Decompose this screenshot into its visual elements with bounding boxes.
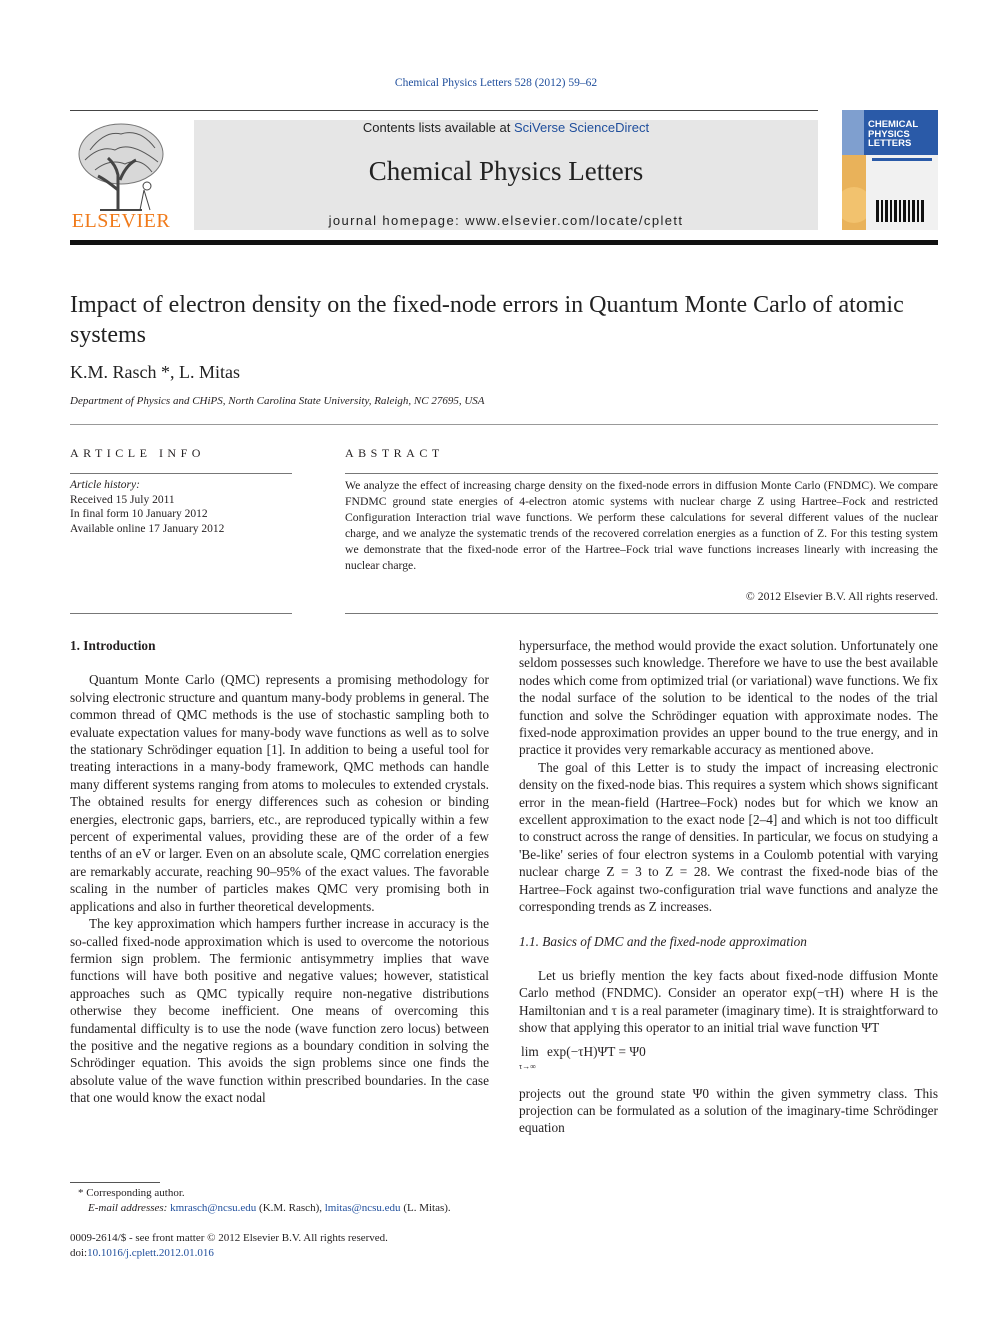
journal-masthead [194,120,818,230]
abstract-copyright: © 2012 Elsevier B.V. All rights reserved. [745,590,938,603]
body-column-left [70,637,489,1107]
journal-citation[interactable]: Chemical Physics Letters 528 (2012) 59–62 [394,77,598,89]
subsection-heading: 1.1. Basics of DMC and the fixed-node approximation [519,933,807,949]
paragraph: The goal of this Letter is to study the impact of increasing electronic density on the fixed-node bias. This requires a system which shows significant error in the mean-field (Hartree–Fock) nodes but for which we know an excellent approximation to the exact node [2–4] and which is not too difficult to construct across the range of densities. In particular, we focus on studying a 'Be-like' series of four electron systems in a Coulomb potential with varying nuclear charge Z = 3 to Z = 28. We contrast the fixed-node bias of the Hartree–Fock against two-configuration trial wave functions and analyze the corresponding trends as Z increases. [519,759,938,915]
doi-link[interactable]: 10.1016/j.cplett.2012.01.016 [87,1246,214,1259]
journal-cover-thumbnail[interactable] [842,110,938,230]
abstract-bottom-rule [345,613,938,614]
email-name-rasch: (K.M. Rasch), [256,1202,325,1214]
article-title: Impact of electron density on the fixed-node errors in Quantum Monte Carlo of atomic systems [70,292,904,348]
info-top-rule [70,424,938,425]
history-received: Received 15 July 2011 [70,493,175,506]
cover-title-line-3: LETTERS [868,138,912,149]
equation-lim: lim [521,1043,539,1059]
article-info-heading: ARTICLE INFO [70,446,205,460]
cover-title [868,120,918,149]
body-column-right [519,637,938,1137]
journal-name: Chemical Physics Letters [368,156,644,186]
contents-line [194,120,818,135]
cover-title-line-1: CHEMICAL [868,119,919,130]
article-info-bottom-rule [70,613,292,614]
footnote [70,1186,500,1216]
history-final-form: In final form 10 January 2012 [70,508,208,520]
paragraph: Let us briefly mention the key facts about fixed-node diffusion Monte Carlo method (FNDMC). Consider an operator exp(−τH) where H is the Hamiltonian and τ is a real parameter (imaginary time). It is straightforward to show that applying this operator to an initial trial wave function ΨT [519,967,938,1036]
email-label: E-mail addresses: [88,1202,171,1214]
footnote-rule [70,1182,160,1183]
homepage-url[interactable]: www.elsevier.com/locate/cplett [465,213,684,228]
paragraph: The key approximation which hampers further increase in accuracy is the so-called fixed-node approximation which is used to overcome the notorious fermion sign problem. The fermionic antisymmetry implies that wave functions will have both positive and negative values; however, statistical approaches such as QMC typically require non-negative distributions otherwise they become inefficient. One means of overcoming this fundamental difficulty is to use the node (wave function zero locus) between the positive and the negative regions as a boundary condition in solving the Schrödinger equation. This avoids the sign problems since one finds the absolute value of the wave function within prescribed boundaries. In the case that one would know the exact nodal [70,916,489,1106]
issn-line: 0009-2614/$ - see front matter © 2012 Elsevier B.V. All rights reserved. [70,1232,388,1244]
email-link-mitas[interactable]: lmitas@ncsu.edu [324,1202,401,1214]
email-link-rasch[interactable]: kmrasch@ncsu.edu [170,1202,257,1214]
equation-expression: exp(−τH)ΨT = Ψ0 [547,1043,646,1059]
sciencedirect-link[interactable]: SciVerse ScienceDirect [513,120,650,135]
paragraph: hypersurface, the method would provide the exact solution. Unfortunately one seldom possesses such knowledge. Therefore we have to use the best available nodes which come from optimized trial (or variational) wave functions. We fix the nodal surface of the solution to be identical to the nodes of the trial function and solve the Schrödinger equation with approximate nodes. The fixed-node approximation provides an upper bound to the true energy, and in practice it provides very remarkable accuracy as mentioned above. [519,638,938,758]
abstract-heading: ABSTRACT [345,446,444,460]
cover-title-line-2: PHYSICS [868,128,910,140]
corresponding-author-note: * Corresponding author. [78,1187,185,1199]
homepage-label: journal homepage: [328,213,466,228]
history-label: Article history: [70,479,140,491]
page-footer [70,1231,500,1260]
doi-line [70,1246,500,1261]
equation-projection [519,1043,938,1073]
section-heading-introduction: 1. Introduction [70,638,156,653]
article-authors: K.M. Rasch *, L. Mitas [70,362,240,382]
elsevier-wordmark: ELSEVIER [71,210,171,232]
email-name-mitas: (L. Mitas). [400,1202,451,1214]
paragraph: Quantum Monte Carlo (QMC) represents a promising methodology for solving electronic structure and quantum many-body problems in general. The common thread of QMC methods is the use of stochastic sampling both to evaluate expectation values for many-body wave functions as well as to solve the stationary Schrödinger equation [1]. In addition to being a useful tool for treating interactions in a many-body framework, QMC methods can handle many different systems ranging from atoms to molecules to extended crystals. The obtained results for energy differences such as cohesion or binding energies, electronic gaps, barriers, etc., are reproduced typically within a few percent of experimental values, providing these are of the order of a few tenths of an eV or larger. Even on an absolute scale, QMC correlation energies are remarkably accurate, reaching 90–95% of the exact values. The favorable scaling in the number of particles makes QMC very promising both in applications and also in further theoretical developments. [70,672,489,914]
journal-homepage [194,213,818,228]
doi-label: doi: [70,1246,88,1259]
history-online: Available online 17 January 2012 [70,522,225,535]
abstract-rule [345,473,938,474]
paragraph: projects out the ground state Ψ0 within the given symmetry class. This projection can be formulated as a solution of the imaginary-time Schrödinger equation [519,1085,938,1136]
email-addresses [70,1201,500,1216]
article-info-rule [70,473,292,474]
header-rule [70,110,818,111]
abstract-text: We analyze the effect of increasing charge density on the fixed-node errors in diffusion Monte Carlo (FNDMC). We compare FNDMC ground state energies of 4-electron atomic systems with nuclear charge Z using Hartree–Fock and restricted Configuration Interaction trial wave functions. We perform these calculations for several different values of the nuclear charge, and we analyze the systematic trends of the recovered correlation energies as a function of Z. For this testing system we demonstrate that the fixed-node error of the Hartree–Fock trial wave functions increases linearly with increasing the nuclear charge. [345,479,938,572]
masthead-thick-rule [70,240,938,245]
author-affiliation: Department of Physics and CHiPS, North Carolina State University, Raleigh, NC 27695, USA [70,395,485,407]
contents-prefix: Contents lists available at [362,120,514,135]
equation-limit-subscript: τ→∞ [519,1061,536,1071]
article-history [70,478,224,536]
